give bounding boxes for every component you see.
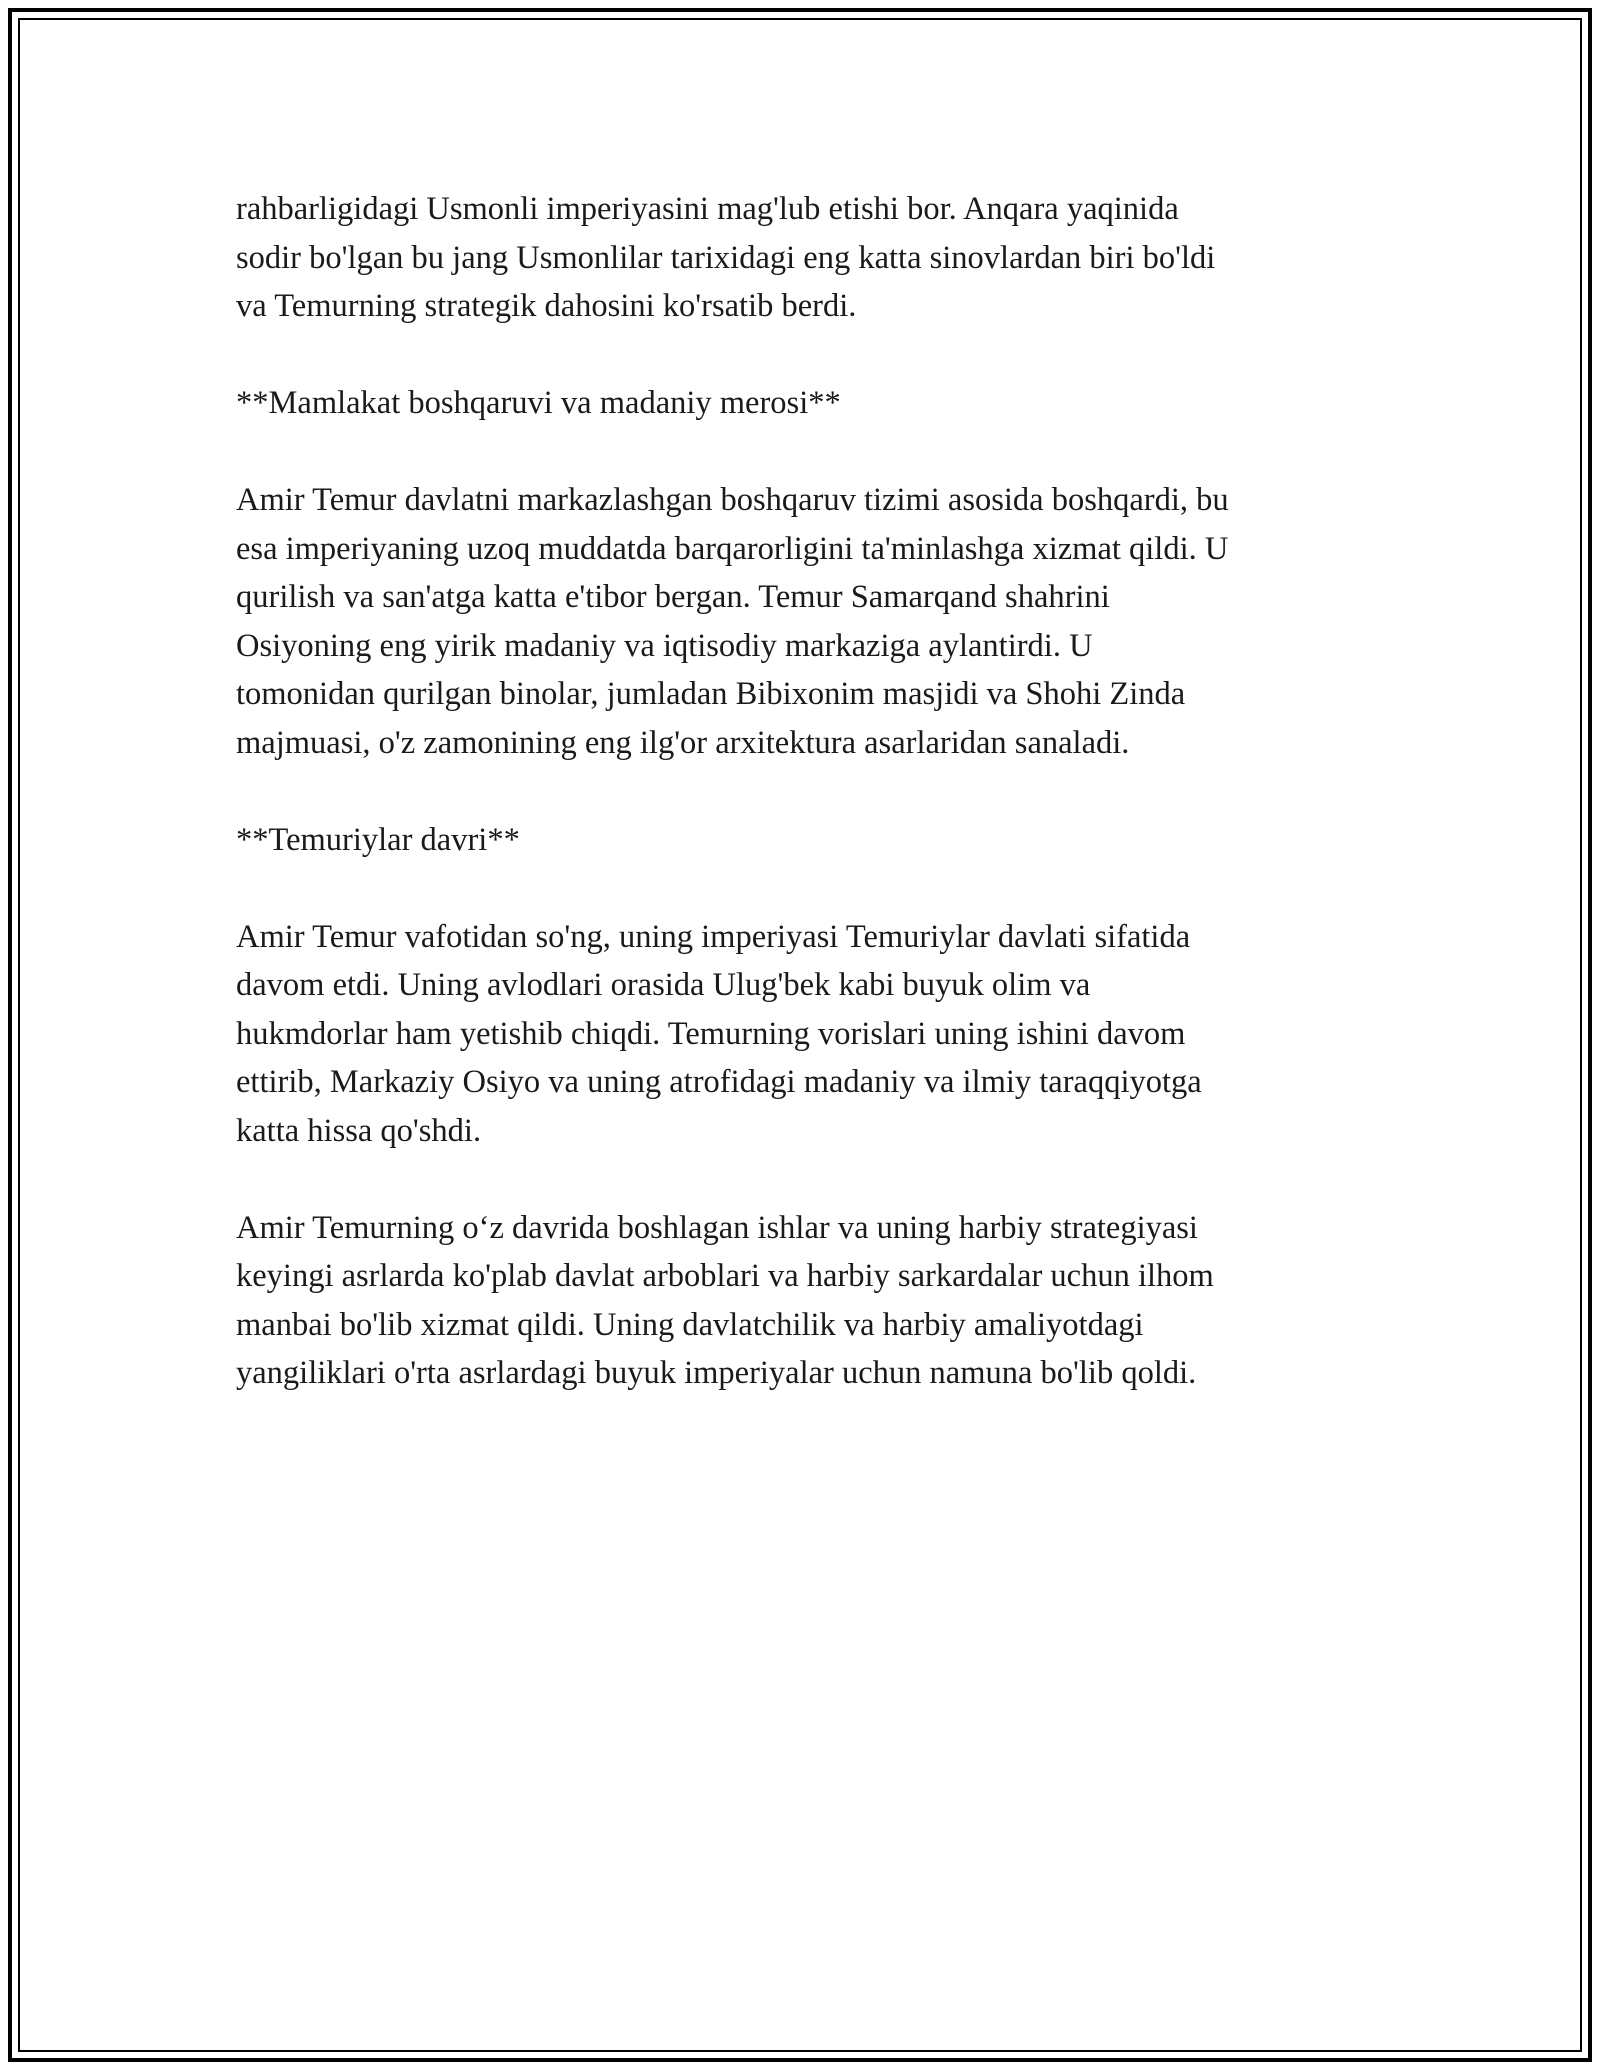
document-body	[236, 185, 1376, 1446]
heading-timurid-era: **Temuriylar davri**	[236, 821, 520, 858]
heading-governance-heritage: **Mamlakat boshqaruvi va madaniy merosi**	[236, 385, 841, 421]
paragraph-timurid-state: Amir Temur vafotidan so'ng, uning imperiyasi Temuriylar davlati sifatida davom etdi. Uning avlodlari orasida Ulug'bek kabi buyuk olim va hukmdorlar ham yetishib chiqdi. Temurning vorislari uning ishini davom ettirib, Markaziy Osiyo va uning atrofidagi madaniy va ilmiy taraqqiyotga katta hissa qo'shdi.	[236, 918, 1202, 1149]
paragraph-ottoman-victory: rahbarligidagi Usmonli imperiyasini mag'lub etishi bor. Anqara yaqinida sodir bo'lgan bu jang Usmonlilar tarixidagi eng katta sinovlardan biri bo'ldi va Temurning strategik dahosini ko'rsatib berdi.	[236, 191, 1216, 324]
paragraph-governance: Amir Temur davlatni markazlashgan boshqaruv tizimi asosida boshqardi, bu esa imperiyaning uzoq muddatda barqarorligini ta'minlashga xizmat qildi. U qurilish va san'atga katta e'tibor bergan. Temur Samarqand shahrini Osiyoning eng yirik madaniy va iqtisodiy markaziga aylantirdi. U tomonidan qurilgan binolar, jumladan Bibixonim masjidi va Shohi Zinda majmuasi, o'z zamonining eng ilg'or arxitektura asarlaridan sanaladi.	[236, 482, 1229, 761]
paragraph-legacy: Amir Temurning o‘z davrida boshlagan ishlar va uning harbiy strategiyasi keyingi asrlarda ko'plab davlat arboblari va harbiy sarkardalar uchun ilhom manbai bo'lib xizmat qildi. Uning davlatchilik va harbiy amaliyotdagi yangiliklari o'rta asrlardagi buyuk imperiyalar uchun namuna bo'lib qoldi.	[236, 1209, 1214, 1391]
